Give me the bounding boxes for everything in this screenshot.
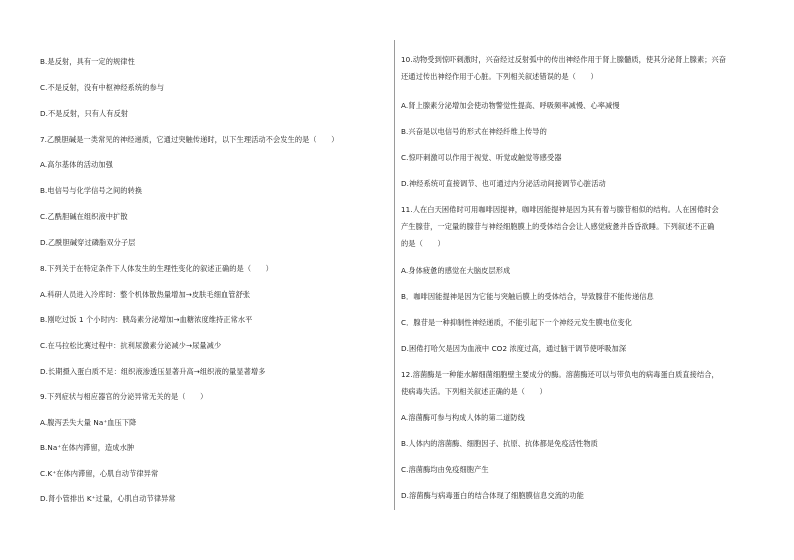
question-8-stem: 8.下列关于在特定条件下人体发生的生理性变化的叙述正确的是（ ）: [40, 264, 273, 273]
q9-option-d: D.肾小管排出 K⁺过量，心肌自动节律异常: [40, 494, 176, 503]
q8-option-b: B.刚吃过饭 1 个小时内：胰岛素分泌增加→血糖浓度维持正常水平: [40, 315, 253, 324]
column-divider: [394, 40, 395, 510]
question-11-stem-line-2: 产生腺苷，一定量的腺苷与神经细胞膜上的受体结合会让人感觉疲惫并昏昏欲睡。下列叙述不正确: [401, 222, 715, 231]
q7-option-c: C.乙酰胆碱在组织液中扩散: [40, 212, 128, 221]
q9-option-c: C.K⁺在体内滞留，心肌自动节律异常: [40, 469, 159, 478]
q12-option-a: A.溶菌酶可参与构成人体的第二道防线: [401, 413, 525, 422]
q12-option-b: B.人体内的溶菌酶、细胞因子、抗原、抗体都是免疫活性物质: [401, 439, 598, 448]
q11-option-b: B．咖啡因能提神是因为它能与突触后膜上的受体结合，导致腺苷不能传递信息: [401, 292, 654, 301]
question-11-stem-line-3: 的是（ ）: [401, 239, 445, 248]
question-10-stem-line-2: 还通过传出神经作用于心脏。下列相关叙述错误的是（ ）: [401, 72, 598, 81]
q11-option-a: A.身体疲惫的感觉在大脑皮层形成: [401, 266, 511, 275]
q10-option-d: D.神经系统可直接调节、也可通过内分泌活动间接调节心脏活动: [401, 179, 606, 188]
q10-option-a: A.肾上腺素分泌增加会使动物警觉性提高、呼吸频率减慢、心率减慢: [401, 101, 620, 110]
q8-option-c: C.在马拉松比赛过程中：抗利尿激素分泌减少→尿量减少: [40, 341, 222, 350]
left-line-1: B.是反射，具有一定的规律性: [40, 57, 135, 66]
q8-option-a: A.科研人员进入冷库时：整个机体散热量增加→皮肤毛细血管舒张: [40, 290, 251, 299]
q11-option-d: D.困倦打哈欠是因为血液中 CO2 浓度过高，通过脑干调节使呼吸加深: [401, 344, 627, 353]
question-11-stem-line-1: 11.人在白天困倦时可用咖啡因提神，咖啡因能提神是因为其有着与腺苷相似的结构。人在困倦时会: [401, 205, 719, 214]
q10-option-b: B.兴奋是以电信号的形式在神经纤维上传导的: [401, 127, 547, 136]
q9-option-b: B.Na⁺在体内滞留，造成水肿: [40, 443, 135, 452]
q8-option-d: D.长期摄入蛋白质不足：组织液渗透压显著升高→组织液的量显著增多: [40, 367, 266, 376]
q12-option-d: D.溶菌酶与病毒蛋白的结合体现了细胞膜信息交流的功能: [401, 491, 584, 500]
q10-option-c: C.惊吓刺激可以作用于视觉、听觉或触觉等感受器: [401, 153, 562, 162]
q7-option-b: B.电信号与化学信号之间的转换: [40, 186, 143, 195]
q7-option-d: D.乙酰胆碱穿过磷脂双分子层: [40, 238, 136, 247]
q12-option-c: C.溶菌酶均由免疫细胞产生: [401, 465, 489, 474]
q11-option-c: C．腺苷是一种抑制性神经递质，不能引起下一个神经元发生膜电位变化: [401, 318, 633, 327]
question-10-stem-line-1: 10.动物受到惊吓刺激时，兴奋经过反射弧中的传出神经作用于肾上腺髓质，使其分泌肾上腺素；兴奋: [401, 55, 727, 64]
q9-option-a: A.腹泻丢失大量 Na⁺血压下降: [40, 418, 137, 427]
question-7-stem: 7.乙酰胆碱是一类常见的神经递质，它通过突触传递时，以下生理活动不会发生的是（ ）: [40, 135, 339, 144]
left-line-2: C.不是反射，没有中枢神经系统的参与: [40, 83, 165, 92]
question-9-stem: 9.下列症状与相应器官的分泌异常无关的是（ ）: [40, 392, 208, 401]
q7-option-a: A.高尔基体的活动加强: [40, 160, 113, 169]
question-12-stem-line-1: 12.溶菌酶是一种能水解细菌细胞壁主要成分的酶。溶菌酶还可以与带负电的病毒蛋白质直接结合，: [401, 370, 719, 379]
left-line-3: D.不是反射，只有人有反射: [40, 109, 129, 118]
question-12-stem-line-2: 使病毒失活。下列相关叙述正确的是（ ）: [401, 387, 547, 396]
